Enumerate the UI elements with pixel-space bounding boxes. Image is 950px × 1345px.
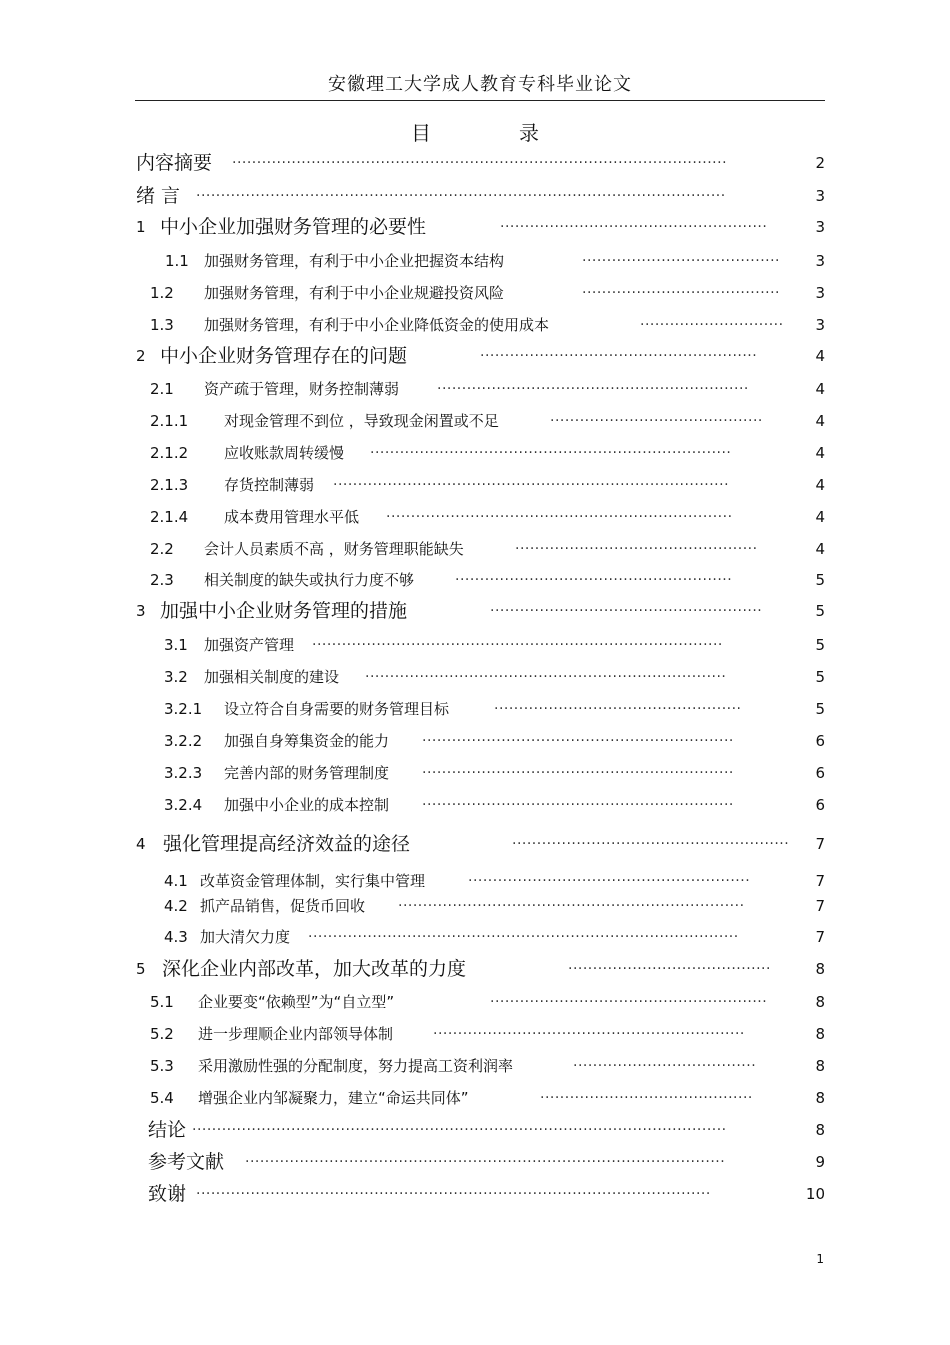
toc-page-number: 8: [815, 960, 825, 978]
toc-entry-title: 结论: [148, 1119, 187, 1141]
toc-entry-title: 完善内部的财务管理制度: [224, 764, 390, 782]
toc-entry-number: 4: [136, 835, 146, 853]
toc-dot-leader: ···········································································································: [196, 188, 726, 204]
page-number: 1: [816, 1252, 824, 1266]
toc-entry-title: 抓产品销售，促货币回收: [200, 897, 366, 915]
toc-dot-leader: ·········································································: [365, 669, 727, 685]
toc-entry: [0, 440, 950, 466]
toc-page-number: 4: [815, 412, 825, 430]
toc-dot-leader: ······································································: [398, 898, 745, 914]
toc-page-number: 6: [815, 732, 825, 750]
toc-dot-leader: ·······························································: [433, 1026, 745, 1042]
toc-dot-leader: ········································: [582, 253, 781, 269]
toc-dot-leader: ·······························································: [422, 733, 734, 749]
toc-entry-title: 深化企业内部改革，加大改革的力度: [162, 958, 467, 980]
toc-entry-number: 5: [136, 960, 146, 978]
toc-page-number: 7: [815, 928, 825, 946]
toc-entry: [0, 1053, 950, 1079]
toc-entry-title: 加大清欠力度: [200, 928, 291, 946]
toc-entry: [0, 214, 950, 240]
toc-entry-number: 2.1: [150, 380, 174, 398]
toc-dot-leader: ·······························································: [422, 765, 734, 781]
toc-entry-number: 3: [136, 602, 146, 620]
toc-entry: [0, 472, 950, 498]
toc-title: [0, 117, 950, 146]
toc-entry-number: 5.4: [150, 1089, 174, 1107]
toc-page-number: 4: [815, 347, 825, 365]
toc-entry-title: 加强自身筹集资金的能力: [224, 732, 390, 750]
toc-entry-number: 4.3: [164, 928, 188, 946]
toc-page-number: 4: [815, 380, 825, 398]
toc-entry: [0, 1117, 950, 1143]
toc-entry-title: 增强企业内邹凝聚力，建立“命运共同体”: [198, 1089, 469, 1107]
toc-entry-title: 强化管理提高经济效益的途径: [163, 833, 411, 855]
toc-page-number: 3: [815, 187, 825, 205]
toc-entry-number: 3.2.2: [164, 732, 203, 750]
toc-dot-leader: ·········································································: [370, 445, 732, 461]
toc-entry: [0, 924, 950, 950]
toc-entry-title: 加强财务管理，有利于中小企业规避投资风险: [204, 284, 505, 302]
toc-entry-title: 应收账款周转缓慢: [224, 444, 345, 462]
toc-dot-leader: ························································: [490, 994, 768, 1010]
toc-entry-title: 相关制度的缺失或执行力度不够: [204, 571, 415, 589]
toc-page-number: 3: [815, 284, 825, 302]
toc-entry-number: 4.1: [164, 872, 188, 890]
toc-entry-title: 对现金管理不到位 ，导致现金闲置或不足: [224, 412, 499, 430]
toc-entry: [0, 696, 950, 722]
toc-dot-leader: ·················································: [515, 541, 758, 557]
toc-page-number: 8: [815, 1089, 825, 1107]
toc-entry: [0, 408, 950, 434]
toc-entry: [0, 312, 950, 338]
toc-entry: [0, 343, 950, 369]
toc-entry: [0, 664, 950, 690]
toc-dot-leader: ··················································: [494, 701, 742, 717]
toc-title-left: 目: [411, 121, 431, 145]
toc-entry-number: 1.3: [150, 316, 174, 334]
toc-page-number: 4: [815, 444, 825, 462]
toc-entry-title: 加强中小企业的成本控制: [224, 796, 390, 814]
toc-page-number: 4: [815, 540, 825, 558]
toc-page-number: 8: [815, 1057, 825, 1075]
toc-entry: [0, 504, 950, 530]
toc-entry: [0, 632, 950, 658]
toc-entry-title: 加强资产管理: [204, 636, 295, 654]
toc-dot-leader: ······································································: [386, 509, 733, 525]
toc-dot-leader: ········································································································: [196, 1186, 711, 1202]
toc-entry-number: 2.1.2: [150, 444, 189, 462]
toc-entry: [0, 1181, 950, 1207]
toc-entry: [0, 150, 950, 176]
toc-entry-title: 企业要变“依赖型”为“自立型”: [198, 993, 395, 1011]
toc-entry-title: 存货控制薄弱: [224, 476, 315, 494]
toc-entry-number: 2.1.3: [150, 476, 189, 494]
toc-page-number: 4: [815, 508, 825, 526]
toc-entry-number: 1.1: [165, 252, 189, 270]
toc-dot-leader: ························································: [455, 572, 733, 588]
toc-entry-title: 加强财务管理，有利于中小企业降低资金的使用成本: [204, 316, 550, 334]
toc-page-number: 8: [815, 993, 825, 1011]
toc-dot-leader: ·······················································································: [308, 929, 739, 945]
toc-entry-title: 参考文献: [148, 1151, 225, 1173]
toc-entry-title: 采用激励性强的分配制度，努力提高工资利润率: [198, 1057, 514, 1075]
toc-page-number: 7: [815, 872, 825, 890]
toc-dot-leader: ···········································: [550, 413, 763, 429]
document-header: 安徽理工大学成人教育专科毕业论文: [328, 74, 632, 95]
toc-entry: [0, 598, 950, 624]
toc-dot-leader: ············································································································: [192, 1122, 727, 1138]
toc-page-number: 3: [815, 316, 825, 334]
toc-dot-leader: ·········································: [568, 961, 771, 977]
toc-entry-number: 2.3: [150, 571, 174, 589]
toc-entry: [0, 376, 950, 402]
toc-dot-leader: ························································: [480, 348, 758, 364]
toc-entry-number: 3.2.4: [164, 796, 203, 814]
toc-entry-number: 3.2.1: [164, 700, 203, 718]
toc-entry: [0, 536, 950, 562]
toc-entry-number: 3.2: [164, 668, 188, 686]
toc-page-number: 7: [815, 897, 825, 915]
toc-entry: [0, 893, 950, 919]
toc-dot-leader: ·······················································: [490, 603, 763, 619]
toc-entry: [0, 567, 950, 593]
toc-entry-number: 1: [136, 218, 146, 236]
toc-page-number: 3: [815, 218, 825, 236]
toc-entry: [0, 1085, 950, 1111]
toc-page-number: 6: [815, 764, 825, 782]
toc-page-number: 5: [815, 636, 825, 654]
toc-entry-title: 致谢: [148, 1183, 187, 1205]
toc-entry-number: 1.2: [150, 284, 174, 302]
toc-entry-title: 加强财务管理，有利于中小企业把握资本结构: [204, 252, 505, 270]
toc-entry-number: 5.1: [150, 993, 174, 1011]
toc-entry-title: 进一步理顺企业内部领导体制: [198, 1025, 394, 1043]
toc-entry-title: 中小企业财务管理存在的问题: [160, 345, 408, 367]
toc-page-number: 2: [815, 154, 825, 172]
toc-page-number: 6: [815, 796, 825, 814]
toc-entry: [0, 831, 950, 857]
toc-entry: [0, 792, 950, 818]
toc-entry: [0, 183, 950, 209]
toc-entry-title: 成本费用管理水平低: [224, 508, 360, 526]
toc-page-number: 5: [815, 571, 825, 589]
toc-entry-title: 中小企业加强财务管理的必要性: [160, 216, 427, 238]
toc-dot-leader: ·······························································: [422, 797, 734, 813]
toc-page-number: 8: [815, 1121, 825, 1139]
toc-page-number: 5: [815, 700, 825, 718]
toc-dot-leader: ······················································: [500, 219, 768, 235]
toc-dot-leader: ·····································: [573, 1058, 757, 1074]
toc-entry: [0, 728, 950, 754]
toc-entry-title: 会计人员素质不高 ，财务管理职能缺失: [204, 540, 464, 558]
toc-entry: [0, 989, 950, 1015]
toc-page-number: 3: [815, 252, 825, 270]
toc-dot-leader: ····································································································: [232, 155, 728, 171]
toc-title-right: 录: [519, 121, 539, 145]
toc-entry-number: 4.2: [164, 897, 188, 915]
toc-page-number: 10: [805, 1185, 825, 1203]
toc-entry-title: 资产疏于管理，财务控制薄弱: [204, 380, 400, 398]
toc-entry-number: 2.2: [150, 540, 174, 558]
header-rule: [135, 100, 825, 101]
toc-entry-number: 2.1.1: [150, 412, 189, 430]
toc-dot-leader: ········································: [582, 285, 781, 301]
toc-page-number: 5: [815, 602, 825, 620]
toc-entry-number: 3.2.3: [164, 764, 203, 782]
toc-page-number: 4: [815, 476, 825, 494]
toc-entry-title: 设立符合自身需要的财务管理目标: [224, 700, 450, 718]
toc-page-number: 8: [815, 1025, 825, 1043]
toc-entry-title: 改革资金管理体制，实行集中管理: [200, 872, 426, 890]
toc-dot-leader: ···················································································: [312, 637, 723, 653]
toc-entry: [0, 956, 950, 982]
toc-entry-title: 加强相关制度的建设: [204, 668, 340, 686]
toc-entry: [0, 248, 950, 274]
toc-dot-leader: ·····························: [640, 317, 784, 333]
toc-dot-leader: ·························································: [468, 873, 751, 889]
toc-entry-number: 3.1: [164, 636, 188, 654]
toc-page-number: 7: [815, 835, 825, 853]
toc-entry-number: 2.1.4: [150, 508, 189, 526]
toc-page-number: 5: [815, 668, 825, 686]
toc-entry: [0, 760, 950, 786]
toc-entry-number: 5.3: [150, 1057, 174, 1075]
toc-dot-leader: ···········································: [540, 1090, 753, 1106]
toc-entry: [0, 868, 950, 894]
toc-dot-leader: ·······························································: [437, 381, 749, 397]
toc-entry-number: 5.2: [150, 1025, 174, 1043]
toc-entry-title: 加强中小企业财务管理的措施: [160, 600, 408, 622]
toc-entry: [0, 1149, 950, 1175]
toc-dot-leader: ················································································: [333, 477, 730, 493]
toc-entry-title: 绪 言: [136, 185, 181, 207]
toc-entry: [0, 280, 950, 306]
toc-dot-leader: ························································: [512, 836, 790, 852]
toc-entry-title: 内容摘要: [136, 152, 213, 174]
toc-entry-number: 2: [136, 347, 146, 365]
toc-entry: [0, 1021, 950, 1047]
toc-dot-leader: ·································································································: [245, 1154, 726, 1170]
toc-page-number: 9: [815, 1153, 825, 1171]
